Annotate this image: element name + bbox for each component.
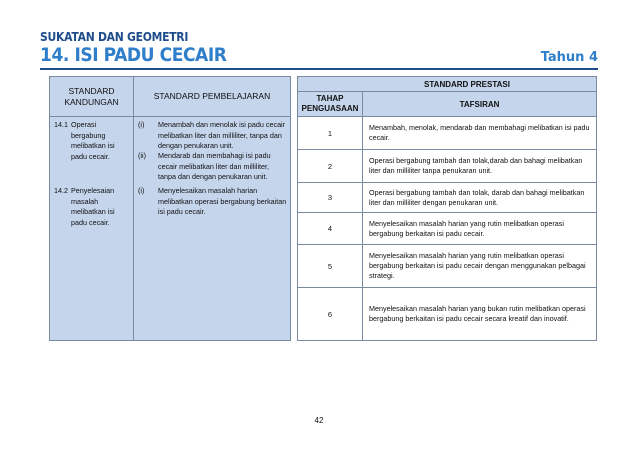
header-standard-pembelajaran: STANDARD PEMBELAJARAN <box>134 77 290 117</box>
level-description: Menyelesaikan masalah harian yang rutin melibatkan operasi bergabung berkaitan isi padu cecair. <box>369 218 564 238</box>
header-rule <box>40 68 598 70</box>
pembelajaran-text: Menyelesaikan masalah harian melibatkan operasi bergabung berkaitan isi padu cecair. <box>158 186 287 216</box>
pembelajaran-number: (i) <box>138 186 145 195</box>
year-label: Tahun 4 <box>540 50 598 65</box>
pembelajaran-text: Menambah dan menolak isi padu cecair melibatkan liter dan milliliter, tanpa dan dengan penukaran unit. <box>158 120 286 150</box>
level-description: Menyelesaikan masalah harian yang rutin melibatkan operasi bergabung berkaitan isi padu cecair dengan menggunakan pelbagai strategi. <box>369 251 586 280</box>
level-description: Operasi bergabung tambah dan tolak, darab dan bahagi melibatkan liter dan milliliter dengan penukaran unit. <box>369 187 585 207</box>
table-row <box>298 288 596 340</box>
kandungan-item <box>54 186 132 228</box>
level-number: 5 <box>298 245 363 287</box>
standard-prestasi-table <box>297 76 597 341</box>
page-number: 42 <box>314 416 324 425</box>
table-row <box>298 150 596 183</box>
level-number: 2 <box>298 150 363 182</box>
kandungan-code: 14.2 <box>54 186 68 195</box>
standard-table <box>49 76 291 341</box>
table-row <box>298 213 596 245</box>
kandungan-item <box>54 120 132 162</box>
table-row <box>298 245 596 288</box>
page-title: 14. ISI PADU CECAIR <box>40 44 227 66</box>
pembelajaran-column <box>134 117 290 340</box>
kandungan-column <box>50 117 134 340</box>
pembelajaran-text: Mendarab dan membahagi isi padu cecair melibatkan liter dan milliliter, tanpa dan dengan penukaran unit. <box>158 151 271 181</box>
header-tahap-penguasaan: TAHAP PENGUASAAN <box>298 92 363 117</box>
kandungan-text: Penyelesaian masalah melibatkan isi padu cecair. <box>71 186 115 227</box>
level-description: Menyelesaikan masalah harian yang bukan rutin melibatkan operasi bergabung berkaitan isi padu cecair secara kreatif dan inovatif. <box>369 304 586 323</box>
level-number: 6 <box>298 288 363 340</box>
level-description: Menambah, menolak, mendarab dan membahagi melibatkan isi padu cecair. <box>369 123 590 142</box>
header-standard-prestasi: STANDARD PRESTASI <box>298 77 596 92</box>
kandungan-text: Operasi bergabung melibatkan isi padu cecair. <box>71 120 115 161</box>
header-tafsiran: TAFSIRAN <box>363 92 596 117</box>
pembelajaran-number: (ii) <box>138 151 146 160</box>
kandungan-code: 14.1 <box>54 120 68 129</box>
pembelajaran-number: (i) <box>138 120 145 129</box>
level-number: 4 <box>298 213 363 244</box>
header-standard-kandungan: STANDARD KANDUNGAN <box>50 77 134 117</box>
pembelajaran-item <box>138 120 288 152</box>
level-number: 3 <box>298 183 363 212</box>
pembelajaran-item <box>138 186 288 218</box>
pembelajaran-item <box>138 151 288 183</box>
table-row <box>298 183 596 213</box>
level-description: Operasi bergabung tambah dan tolak,darab dan bahagi melibatkan liter dan milliliter tanpa penukaran unit. <box>369 156 583 175</box>
table-row <box>298 117 596 150</box>
level-number: 1 <box>298 117 363 149</box>
topic-heading: SUKATAN DAN GEOMETRI <box>40 30 189 44</box>
